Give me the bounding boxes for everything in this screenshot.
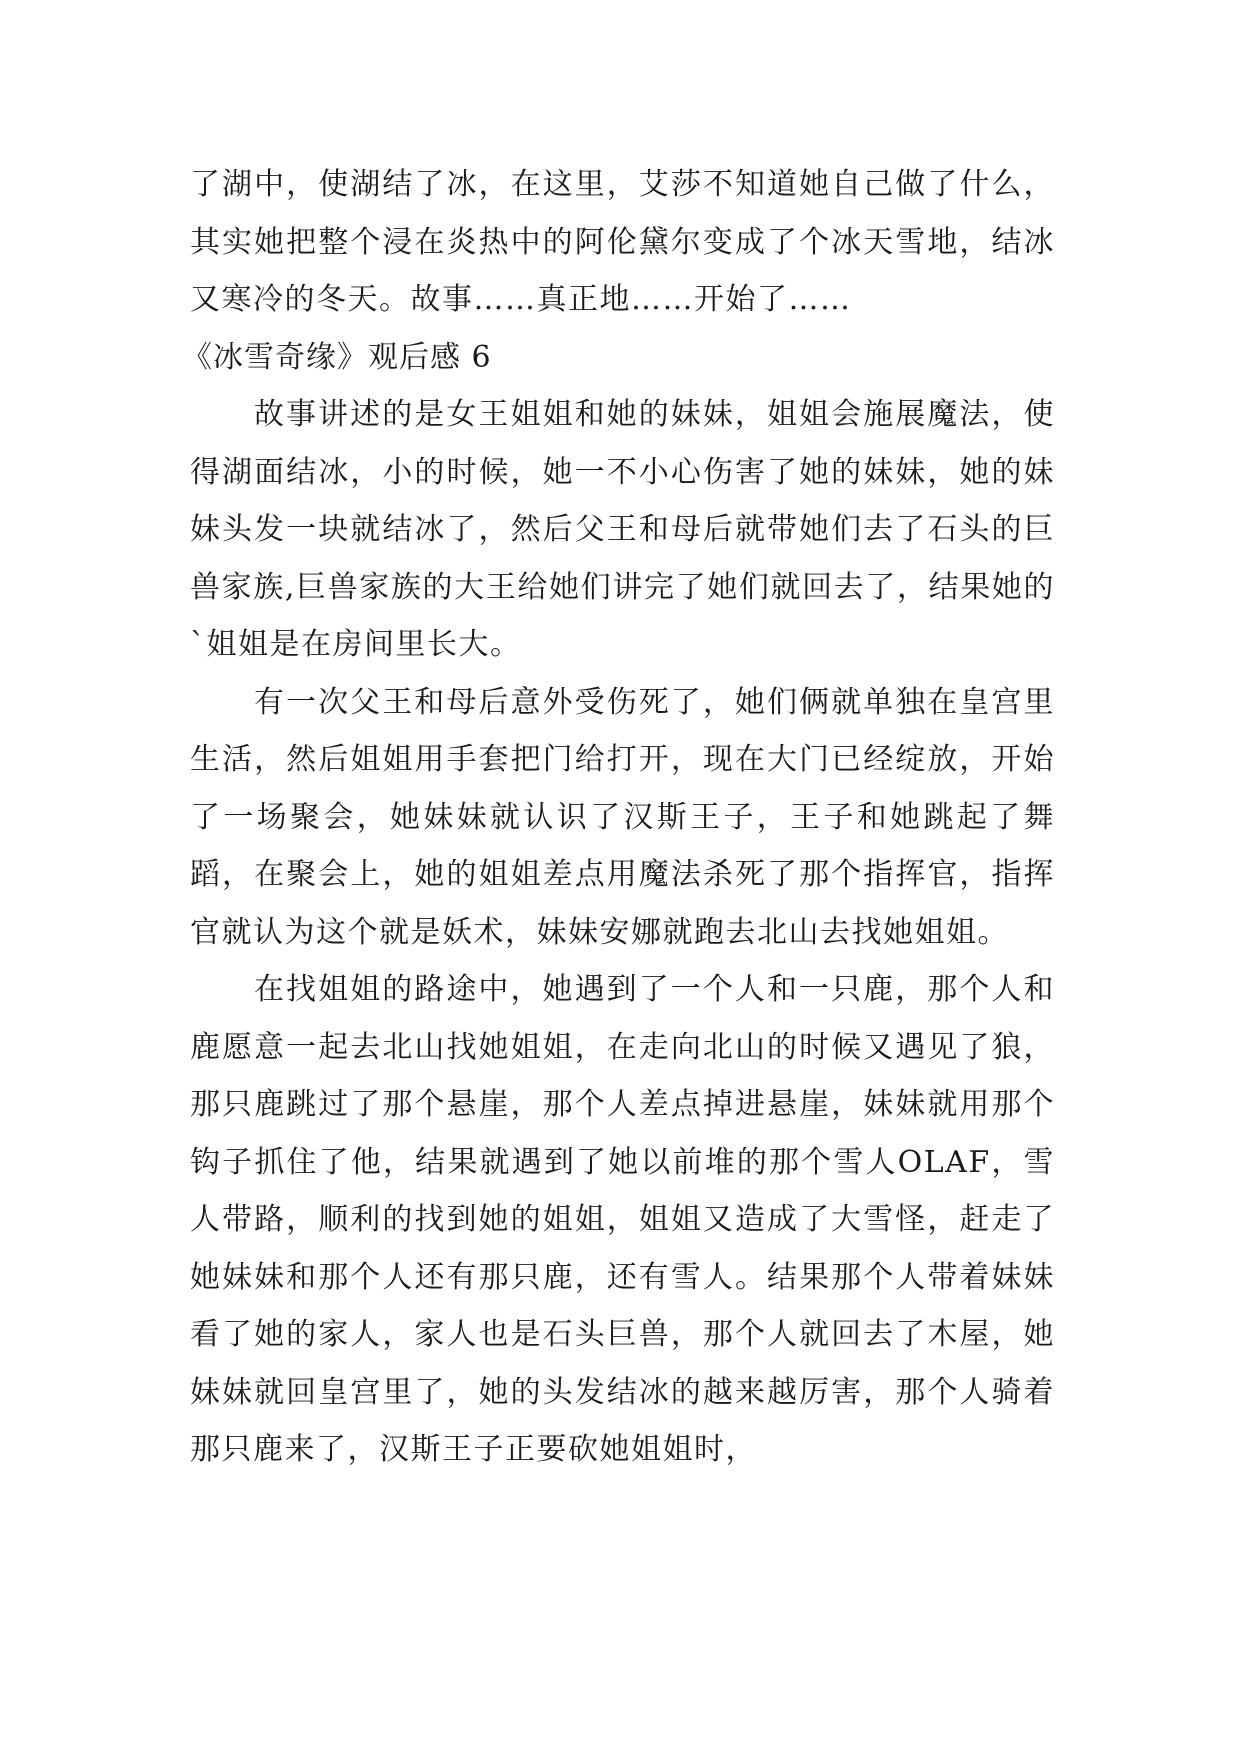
body-paragraph-2: 有一次父王和母后意外受伤死了，她们俩就单独在皇宫里生活，然后姐姐用手套把门给打开，现在大门已经绽放，开始了一场聚会，她妹妹就认识了汉斯王子，王子和她跳起了舞蹈，在聚会上，她的姐姐差点用魔法杀死了那个指挥官，指挥官就认为这个就是妖术，妹妹安娜就跑去北山去找她姐姐。 <box>190 684 1055 950</box>
body-paragraph-3: 在找姐姐的路途中，她遇到了一个人和一只鹿，那个人和鹿愿意一起去北山找她姐姐，在走向北山的时候又遇见了狼，那只鹿跳过了那个悬崖，那个人差点掉进悬崖，妹妹就用那个钩子抓住了他，结果就遇到了她以前堆的那个雪人OLAF，雪人带路，顺利的找到她的姐姐，姐姐又造成了大雪怪，赶走了她妹妹和那个人还有那只鹿，还有雪人。结果那个人带着妹妹看了她的家人，家人也是石头巨兽，那个人就回去了木屋，她妹妹就回皇宫里了，她的头发结冰的越来越厉害，那个人骑着那只鹿来了，汉斯王子正要砍她姐姐时， <box>190 972 1055 1467</box>
document-body <box>182 156 1055 1479</box>
section-heading: 《冰雪奇缘》观后感 6 <box>182 339 492 375</box>
body-paragraph-1: 故事讲述的是女王姐姐和她的妹妹，姐姐会施展魔法，使得湖面结冰，小的时候，她一不小心伤害了她的妹妹，她的妹妹头发一块就结冰了，然后父王和母后就带她们去了石头的巨兽家族,巨兽家族的大王给她们讲完了她们就回去了，结果她的`姐姐是在房间里长大。 <box>190 397 1055 662</box>
continuation-paragraph: 了湖中，使湖结了冰，在这里，艾莎不知道她自己做了什么，其实她把整个浸在炎热中的阿伦黛尔变成了个冰天雪地，结冰又寒冷的冬天。故事……真正地……开始了…… <box>190 167 1055 317</box>
